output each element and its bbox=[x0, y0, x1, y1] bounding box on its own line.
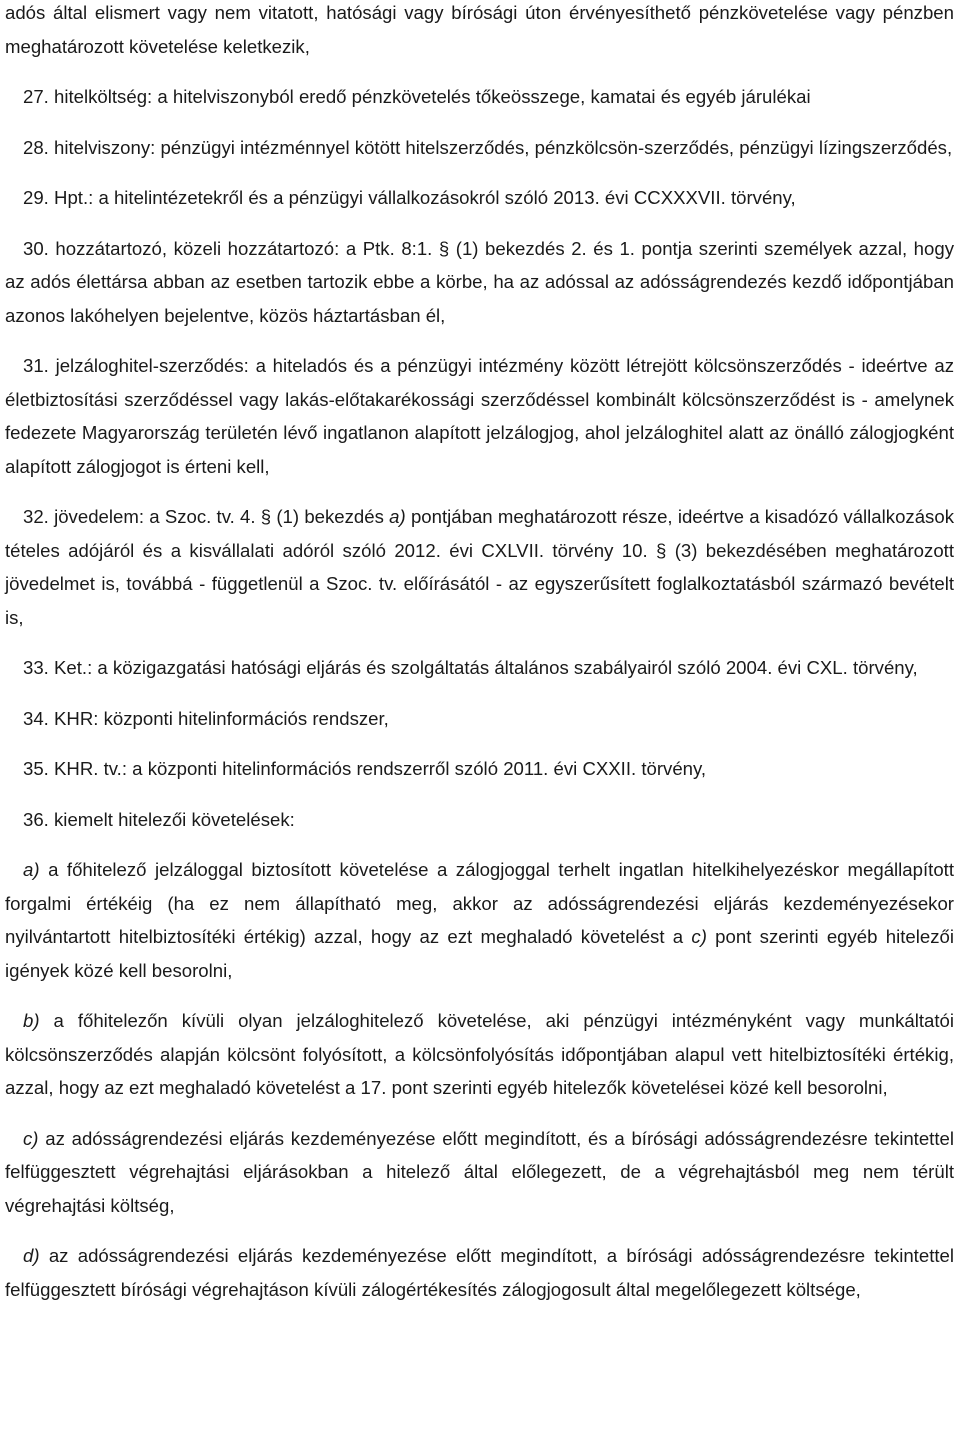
sub-item-a-text-2: pont szerinti egyéb hitelezői igények közé kell besorolni, bbox=[5, 926, 954, 981]
sub-item-a-text-1: a főhitelező jelzáloggal biztosított követelése a zálogjoggal terhelt ingatlan hitelkihelyezéskor megállapított forgalmi értékéig (ha ez nem állapítható meg, akkor az adósságrendezési eljárás kezdeményezésekor nyilvántartott hitelbiztosítéki értékig) azzal, hogy az ezt meghaladó követelést a bbox=[5, 859, 954, 947]
item-35: 35. KHR. tv.: a központi hitelinformációs rendszerről szóló 2011. évi CXXII. törvény, bbox=[23, 758, 707, 779]
sub-item-b-label: b) bbox=[23, 1010, 40, 1031]
item-33: 33. Ket.: a közigazgatási hatósági eljárás és szolgáltatás általános szabályairól szóló 2004. évi CXL. törvény, bbox=[23, 657, 918, 678]
item-29: 29. Hpt.: a hitelintézetekről és a pénzügyi vállalkozásokról szóló 2013. évi CCXXXVII. törvény, bbox=[23, 187, 796, 208]
sub-item-c bbox=[5, 1122, 954, 1223]
item-32 bbox=[5, 500, 954, 634]
sub-item-d-label: d) bbox=[23, 1245, 40, 1266]
item-32-italic-ref: a) bbox=[389, 506, 406, 527]
item-27: 27. hitelköltség: a hitelviszonyból eredő pénzkövetelés tőkeösszege, kamatai és egyéb járulékai bbox=[23, 86, 811, 107]
item-34: 34. KHR: központi hitelinformációs rendszer, bbox=[23, 707, 389, 729]
sub-item-a-label: a) bbox=[23, 859, 40, 880]
paragraph-intro: adós által elismert vagy nem vitatott, hatósági vagy bírósági úton érvényesíthető pénzkövetelése vagy pénzben meghatározott követelése keletkezik, bbox=[5, 2, 954, 57]
sub-item-c-text: az adósságrendezési eljárás kezdeményezése előtt megindított, és a bírósági adósságrendezésre tekintettel felfüggesztett végrehajtási eljárásokban a hitelező által előlegezett, de a végrehajtásból meg nem térült végrehajtási költség, bbox=[5, 1127, 954, 1216]
sub-item-d-text: az adósságrendezési eljárás kezdeményezése előtt megindított, a bírósági adósságrendezésre tekintettel felfüggesztett bírósági végrehajtáson kívüli zálogértékesítés zálogjogosult által megelőlegezett költsége, bbox=[5, 1245, 954, 1300]
item-32-text-b: pontjában meghatározott része, ideértve a kisadózó vállalkozások tételes adójáról és a kisvállalati adóról szóló 2012. évi CXLVII. törvény 10. § (3) bekezdésében meghatározott jövedelmet is, továbbá - függetlenül a Szoc. tv. előírásától - az egyszerűsített foglalkoztatásból származó bevételt is, bbox=[5, 506, 954, 628]
item-36: 36. kiemelt hitelezői követelések: bbox=[23, 808, 295, 830]
item-32-text-a: 32. jövedelem: a Szoc. tv. 4. § (1) bekezdés bbox=[23, 506, 390, 527]
sub-item-b-text: a főhitelezőn kívüli olyan jelzáloghitelező követelése, aki pénzügyi intézményként vagy munkáltatói kölcsönszerződés alapján kölcsönt folyósított, a kölcsönfolyósítás időpontjában alapul vett hitelbiztosítéki értékig, azzal, hogy az ezt meghaladó követelést a 17. pont szerinti egyéb hitelezők követelései közé kell besorolni, bbox=[5, 1010, 954, 1098]
item-30: 30. hozzátartozó, közeli hozzátartozó: a Ptk. 8:1. § (1) bekezdés 2. és 1. pontja szerinti személyek azzal, hogy az adós élettársa abban az esetben tartozik ebbe a körbe, ha az adóssal az adósságrendezés kezdő időpontjában azonos lakóhelyen bejelentve, közös háztartásban él, bbox=[5, 237, 954, 326]
sub-item-a-ref: c) bbox=[691, 926, 707, 947]
item-31: 31. jelzáloghitel-szerződés: a hiteladós és a pénzügyi intézmény között létrejött kölcsönszerződés - ideértve az életbiztosítási szerződéssel vagy lakás-előtakarékossági szerződéssel kombinált kölcsönszerződést is - amelynek fedezete Magyarország területén lévő ingatlanon alapított jelzálogjog, ahol jelzáloghitel alatt az önálló zálogjogként alapított zálogjogot is érteni kell, bbox=[5, 355, 954, 477]
sub-item-d bbox=[5, 1239, 954, 1306]
sub-item-c-label: c) bbox=[23, 1127, 39, 1149]
item-28: 28. hitelviszony: pénzügyi intézménnyel kötött hitelszerződés, pénzkölcsön-szerződés, pénzügyi lízingszerződés, bbox=[23, 136, 953, 158]
sub-item-b bbox=[5, 1004, 954, 1105]
sub-item-a bbox=[5, 853, 954, 987]
